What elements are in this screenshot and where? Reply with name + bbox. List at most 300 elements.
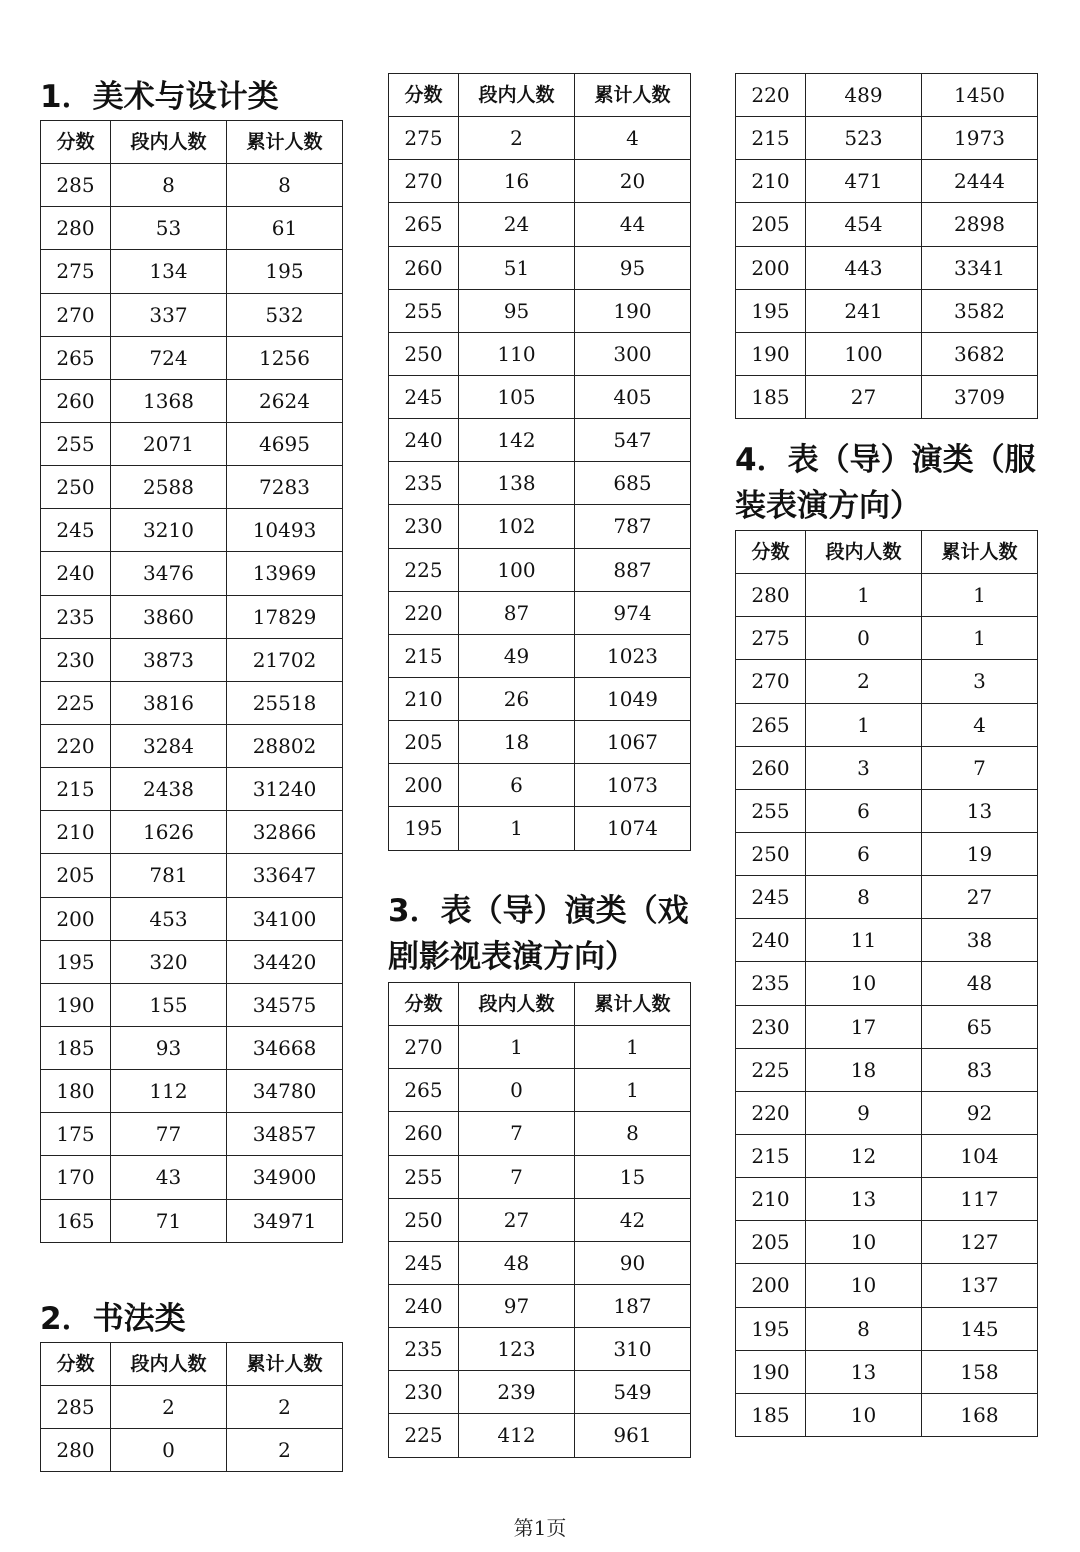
score-cell: 250 <box>389 1198 459 1241</box>
score-cell: 270 <box>736 660 806 703</box>
cumulative-count-cell: 1073 <box>575 764 691 807</box>
cumulative-count-cell: 32866 <box>227 811 343 854</box>
segment-count-cell: 2 <box>111 1386 227 1429</box>
table-row <box>389 332 691 375</box>
table-row <box>736 703 1038 746</box>
segment-count-cell: 138 <box>459 462 575 505</box>
score-cell: 225 <box>41 681 111 724</box>
table-row <box>41 1386 343 1429</box>
score-cell: 275 <box>389 117 459 160</box>
segment-count-cell: 100 <box>806 332 922 375</box>
score-cell: 265 <box>736 703 806 746</box>
score-cell: 230 <box>389 1371 459 1414</box>
table-row <box>41 1026 343 1069</box>
score-cell: 235 <box>389 1328 459 1371</box>
cumulative-count-cell: 28802 <box>227 724 343 767</box>
cumulative-count-cell: 3582 <box>922 289 1038 332</box>
segment-count-cell: 2 <box>806 660 922 703</box>
score-cell: 235 <box>736 962 806 1005</box>
table-row <box>389 591 691 634</box>
section-3-heading-line-1: 3．表（导）演类（戏 <box>388 893 689 929</box>
table-row <box>41 293 343 336</box>
cumulative-count-cell: 1049 <box>575 677 691 720</box>
segment-count-cell: 2438 <box>111 768 227 811</box>
score-cell: 225 <box>736 1048 806 1091</box>
table-row <box>389 1069 691 1112</box>
segment-count-cell: 724 <box>111 336 227 379</box>
segment-count-cell: 3 <box>806 746 922 789</box>
cumulative-count-cell: 187 <box>575 1284 691 1327</box>
header-cumulative-count: 累计人数 <box>575 74 691 117</box>
segment-count-cell: 26 <box>459 677 575 720</box>
cumulative-count-cell: 19 <box>922 832 1038 875</box>
segment-count-cell: 6 <box>459 764 575 807</box>
table-row <box>41 811 343 854</box>
cumulative-count-cell: 34668 <box>227 1026 343 1069</box>
cumulative-count-cell: 1 <box>922 574 1038 617</box>
cumulative-count-cell: 4695 <box>227 422 343 465</box>
table-row <box>736 574 1038 617</box>
table-row <box>41 724 343 767</box>
table-row <box>736 1048 1038 1091</box>
cumulative-count-cell: 1 <box>575 1069 691 1112</box>
table-row <box>41 552 343 595</box>
segment-count-cell: 49 <box>459 634 575 677</box>
table-row <box>41 164 343 207</box>
cumulative-count-cell: 2 <box>227 1429 343 1472</box>
table-row <box>41 1070 343 1113</box>
table-header-row <box>736 531 1038 574</box>
segment-count-cell: 53 <box>111 207 227 250</box>
table-row <box>736 246 1038 289</box>
header-segment-count: 段内人数 <box>111 1343 227 1386</box>
table-row <box>41 638 343 681</box>
table-row <box>736 160 1038 203</box>
table-row <box>389 1112 691 1155</box>
score-cell: 215 <box>389 634 459 677</box>
segment-count-cell: 95 <box>459 289 575 332</box>
cumulative-count-cell: 27 <box>922 876 1038 919</box>
segment-count-cell: 0 <box>111 1429 227 1472</box>
score-cell: 205 <box>389 721 459 764</box>
score-cell: 265 <box>41 336 111 379</box>
table-row <box>41 854 343 897</box>
score-cell: 210 <box>389 677 459 720</box>
score-cell: 200 <box>736 1264 806 1307</box>
header-cumulative-count: 累计人数 <box>922 531 1038 574</box>
segment-count-cell: 8 <box>806 876 922 919</box>
table-row <box>736 1221 1038 1264</box>
segment-count-cell: 3860 <box>111 595 227 638</box>
segment-count-cell: 16 <box>459 160 575 203</box>
cumulative-count-cell: 310 <box>575 1328 691 1371</box>
score-cell: 185 <box>736 375 806 418</box>
cumulative-count-cell: 547 <box>575 419 691 462</box>
table-row <box>389 203 691 246</box>
table-row <box>41 250 343 293</box>
header-segment-count: 段内人数 <box>806 531 922 574</box>
table-row <box>736 375 1038 418</box>
score-cell: 235 <box>41 595 111 638</box>
table-row <box>389 807 691 850</box>
section-1-heading: 1．美术与设计类 <box>40 79 279 115</box>
score-cell: 190 <box>736 1350 806 1393</box>
segment-count-cell: 11 <box>806 919 922 962</box>
cumulative-count-cell: 48 <box>922 962 1038 1005</box>
cumulative-count-cell: 13969 <box>227 552 343 595</box>
score-cell: 220 <box>736 74 806 117</box>
score-cell: 275 <box>736 617 806 660</box>
score-cell: 215 <box>736 1134 806 1177</box>
cumulative-count-cell: 190 <box>575 289 691 332</box>
cumulative-count-cell: 1074 <box>575 807 691 850</box>
segment-count-cell: 105 <box>459 375 575 418</box>
segment-count-cell: 142 <box>459 419 575 462</box>
table-row <box>736 1178 1038 1221</box>
segment-count-cell: 454 <box>806 203 922 246</box>
segment-count-cell: 453 <box>111 897 227 940</box>
score-cell: 260 <box>41 379 111 422</box>
cumulative-count-cell: 3709 <box>922 375 1038 418</box>
cumulative-count-cell: 34420 <box>227 940 343 983</box>
score-cell: 205 <box>736 203 806 246</box>
table-row <box>736 876 1038 919</box>
header-segment-count: 段内人数 <box>459 983 575 1026</box>
cumulative-count-cell: 961 <box>575 1414 691 1457</box>
score-cell: 240 <box>389 1284 459 1327</box>
score-cell: 225 <box>389 1414 459 1457</box>
score-cell: 255 <box>736 789 806 832</box>
cumulative-count-cell: 4 <box>922 703 1038 746</box>
score-cell: 250 <box>736 832 806 875</box>
segment-count-cell: 87 <box>459 591 575 634</box>
score-cell: 230 <box>41 638 111 681</box>
section-4-table <box>735 530 1038 1437</box>
segment-count-cell: 51 <box>459 246 575 289</box>
table-row <box>389 289 691 332</box>
segment-count-cell: 1 <box>459 1026 575 1069</box>
score-cell: 270 <box>389 1026 459 1069</box>
segment-count-cell: 97 <box>459 1284 575 1327</box>
segment-count-cell: 3873 <box>111 638 227 681</box>
segment-count-cell: 43 <box>111 1156 227 1199</box>
header-score: 分数 <box>41 1343 111 1386</box>
table-row <box>41 379 343 422</box>
table-row <box>736 617 1038 660</box>
segment-count-cell: 2 <box>459 117 575 160</box>
table-row <box>736 289 1038 332</box>
table-row <box>736 962 1038 1005</box>
header-score: 分数 <box>736 531 806 574</box>
segment-count-cell: 13 <box>806 1350 922 1393</box>
section-4-heading-line-1: 4．表（导）演类（服 <box>735 442 1036 478</box>
cumulative-count-cell: 127 <box>922 1221 1038 1264</box>
segment-count-cell: 12 <box>806 1134 922 1177</box>
score-cell: 180 <box>41 1070 111 1113</box>
segment-count-cell: 71 <box>111 1199 227 1242</box>
table-row <box>736 332 1038 375</box>
segment-count-cell: 443 <box>806 246 922 289</box>
table-row <box>736 1264 1038 1307</box>
score-cell: 170 <box>41 1156 111 1199</box>
segment-count-cell: 1368 <box>111 379 227 422</box>
cumulative-count-cell: 1 <box>575 1026 691 1069</box>
cumulative-count-cell: 10493 <box>227 509 343 552</box>
segment-count-cell: 523 <box>806 117 922 160</box>
score-cell: 240 <box>41 552 111 595</box>
cumulative-count-cell: 3682 <box>922 332 1038 375</box>
table-row <box>389 1241 691 1284</box>
table-header-row <box>389 74 691 117</box>
score-cell: 195 <box>389 807 459 850</box>
segment-count-cell: 3476 <box>111 552 227 595</box>
segment-count-cell: 155 <box>111 983 227 1026</box>
table-row <box>389 1026 691 1069</box>
score-cell: 235 <box>389 462 459 505</box>
table-row <box>736 1005 1038 1048</box>
score-cell: 220 <box>389 591 459 634</box>
cumulative-count-cell: 38 <box>922 919 1038 962</box>
score-cell: 230 <box>736 1005 806 1048</box>
cumulative-count-cell: 887 <box>575 548 691 591</box>
score-cell: 265 <box>389 1069 459 1112</box>
segment-count-cell: 7 <box>459 1155 575 1198</box>
cumulative-count-cell: 195 <box>227 250 343 293</box>
section-3-table-part-1 <box>388 982 691 1458</box>
cumulative-count-cell: 90 <box>575 1241 691 1284</box>
cumulative-count-cell: 61 <box>227 207 343 250</box>
section-2-heading: 2．书法类 <box>40 1301 186 1337</box>
header-segment-count: 段内人数 <box>459 74 575 117</box>
table-row <box>736 1393 1038 1436</box>
cumulative-count-cell: 42 <box>575 1198 691 1241</box>
score-cell: 205 <box>41 854 111 897</box>
header-segment-count: 段内人数 <box>111 121 227 164</box>
score-cell: 225 <box>389 548 459 591</box>
segment-count-cell: 134 <box>111 250 227 293</box>
table-row <box>41 509 343 552</box>
segment-count-cell: 102 <box>459 505 575 548</box>
score-cell: 255 <box>389 289 459 332</box>
table-header-row <box>389 983 691 1026</box>
table-row <box>736 1350 1038 1393</box>
table-row <box>736 117 1038 160</box>
table-row <box>389 1198 691 1241</box>
table-row <box>389 764 691 807</box>
score-cell: 165 <box>41 1199 111 1242</box>
score-cell: 270 <box>41 293 111 336</box>
segment-count-cell: 112 <box>111 1070 227 1113</box>
segment-count-cell: 93 <box>111 1026 227 1069</box>
segment-count-cell: 27 <box>806 375 922 418</box>
cumulative-count-cell: 405 <box>575 375 691 418</box>
header-cumulative-count: 累计人数 <box>227 121 343 164</box>
score-cell: 245 <box>389 1241 459 1284</box>
cumulative-count-cell: 25518 <box>227 681 343 724</box>
table-header-row <box>41 121 343 164</box>
table-row <box>41 940 343 983</box>
table-row <box>389 505 691 548</box>
cumulative-count-cell: 2 <box>227 1386 343 1429</box>
header-score: 分数 <box>389 74 459 117</box>
score-cell: 280 <box>736 574 806 617</box>
segment-count-cell: 100 <box>459 548 575 591</box>
segment-count-cell: 3816 <box>111 681 227 724</box>
table-row <box>389 1328 691 1371</box>
table-row <box>736 203 1038 246</box>
cumulative-count-cell: 1450 <box>922 74 1038 117</box>
segment-count-cell: 471 <box>806 160 922 203</box>
score-cell: 245 <box>41 509 111 552</box>
segment-count-cell: 2588 <box>111 466 227 509</box>
score-cell: 240 <box>389 419 459 462</box>
score-cell: 190 <box>736 332 806 375</box>
segment-count-cell: 77 <box>111 1113 227 1156</box>
cumulative-count-cell: 1067 <box>575 721 691 764</box>
table-row <box>41 466 343 509</box>
table-row <box>389 117 691 160</box>
cumulative-count-cell: 3341 <box>922 246 1038 289</box>
table-row <box>736 660 1038 703</box>
segment-count-cell: 1 <box>459 807 575 850</box>
table-row <box>41 1113 343 1156</box>
segment-count-cell: 1626 <box>111 811 227 854</box>
segment-count-cell: 17 <box>806 1005 922 1048</box>
section-3-heading-line-2: 剧影视表演方向） <box>388 939 636 975</box>
score-cell: 240 <box>736 919 806 962</box>
cumulative-count-cell: 1023 <box>575 634 691 677</box>
segment-count-cell: 6 <box>806 789 922 832</box>
cumulative-count-cell: 15 <box>575 1155 691 1198</box>
cumulative-count-cell: 7 <box>922 746 1038 789</box>
table-row <box>736 1134 1038 1177</box>
segment-count-cell: 0 <box>806 617 922 660</box>
cumulative-count-cell: 34900 <box>227 1156 343 1199</box>
cumulative-count-cell: 137 <box>922 1264 1038 1307</box>
cumulative-count-cell: 168 <box>922 1393 1038 1436</box>
table-row <box>41 1156 343 1199</box>
segment-count-cell: 13 <box>806 1178 922 1221</box>
section-2-table-part-1 <box>40 1342 343 1472</box>
table-row <box>389 1284 691 1327</box>
segment-count-cell: 1 <box>806 574 922 617</box>
cumulative-count-cell: 104 <box>922 1134 1038 1177</box>
score-cell: 205 <box>736 1221 806 1264</box>
score-cell: 200 <box>41 897 111 940</box>
score-cell: 195 <box>41 940 111 983</box>
score-cell: 210 <box>41 811 111 854</box>
table-row <box>41 1429 343 1472</box>
cumulative-count-cell: 34780 <box>227 1070 343 1113</box>
segment-count-cell: 18 <box>806 1048 922 1091</box>
score-cell: 280 <box>41 1429 111 1472</box>
cumulative-count-cell: 31240 <box>227 768 343 811</box>
table-row <box>389 375 691 418</box>
table-row <box>41 207 343 250</box>
table-row <box>41 595 343 638</box>
cumulative-count-cell: 95 <box>575 246 691 289</box>
score-cell: 195 <box>736 289 806 332</box>
cumulative-count-cell: 8 <box>575 1112 691 1155</box>
segment-count-cell: 10 <box>806 1264 922 1307</box>
cumulative-count-cell: 33647 <box>227 854 343 897</box>
table-row <box>41 1199 343 1242</box>
cumulative-count-cell: 1973 <box>922 117 1038 160</box>
table-row <box>389 462 691 505</box>
cumulative-count-cell: 34971 <box>227 1199 343 1242</box>
cumulative-count-cell: 549 <box>575 1371 691 1414</box>
score-cell: 220 <box>736 1091 806 1134</box>
cumulative-count-cell: 21702 <box>227 638 343 681</box>
cumulative-count-cell: 1256 <box>227 336 343 379</box>
cumulative-count-cell: 1 <box>922 617 1038 660</box>
segment-count-cell: 27 <box>459 1198 575 1241</box>
header-score: 分数 <box>389 983 459 1026</box>
cumulative-count-cell: 8 <box>227 164 343 207</box>
cumulative-count-cell: 34575 <box>227 983 343 1026</box>
cumulative-count-cell: 4 <box>575 117 691 160</box>
page-number: 第1页 <box>513 1516 567 1540</box>
segment-count-cell: 10 <box>806 1393 922 1436</box>
table-row <box>736 919 1038 962</box>
segment-count-cell: 9 <box>806 1091 922 1134</box>
segment-count-cell: 412 <box>459 1414 575 1457</box>
table-row <box>389 1371 691 1414</box>
segment-count-cell: 781 <box>111 854 227 897</box>
table-row <box>41 336 343 379</box>
table-row <box>389 419 691 462</box>
cumulative-count-cell: 158 <box>922 1350 1038 1393</box>
segment-count-cell: 48 <box>459 1241 575 1284</box>
cumulative-count-cell: 92 <box>922 1091 1038 1134</box>
table-row <box>389 548 691 591</box>
table-row <box>736 746 1038 789</box>
cumulative-count-cell: 300 <box>575 332 691 375</box>
table-header-row <box>41 1343 343 1386</box>
segment-count-cell: 24 <box>459 203 575 246</box>
header-cumulative-count: 累计人数 <box>575 983 691 1026</box>
cumulative-count-cell: 145 <box>922 1307 1038 1350</box>
score-cell: 260 <box>389 1112 459 1155</box>
header-cumulative-count: 累计人数 <box>227 1343 343 1386</box>
segment-count-cell: 123 <box>459 1328 575 1371</box>
score-cell: 175 <box>41 1113 111 1156</box>
table-row <box>41 983 343 1026</box>
score-cell: 210 <box>736 1178 806 1221</box>
segment-count-cell: 320 <box>111 940 227 983</box>
score-cell: 200 <box>389 764 459 807</box>
score-cell: 245 <box>736 876 806 919</box>
cumulative-count-cell: 787 <box>575 505 691 548</box>
cumulative-count-cell: 2444 <box>922 160 1038 203</box>
section-2-table-part-2 <box>388 73 691 851</box>
segment-count-cell: 3210 <box>111 509 227 552</box>
cumulative-count-cell: 65 <box>922 1005 1038 1048</box>
table-row <box>389 1414 691 1457</box>
table-row <box>736 74 1038 117</box>
segment-count-cell: 8 <box>111 164 227 207</box>
cumulative-count-cell: 34100 <box>227 897 343 940</box>
score-cell: 220 <box>41 724 111 767</box>
table-row <box>389 721 691 764</box>
cumulative-count-cell: 974 <box>575 591 691 634</box>
table-row <box>41 681 343 724</box>
segment-count-cell: 8 <box>806 1307 922 1350</box>
cumulative-count-cell: 20 <box>575 160 691 203</box>
table-row <box>389 160 691 203</box>
table-row <box>41 897 343 940</box>
table-row <box>736 789 1038 832</box>
